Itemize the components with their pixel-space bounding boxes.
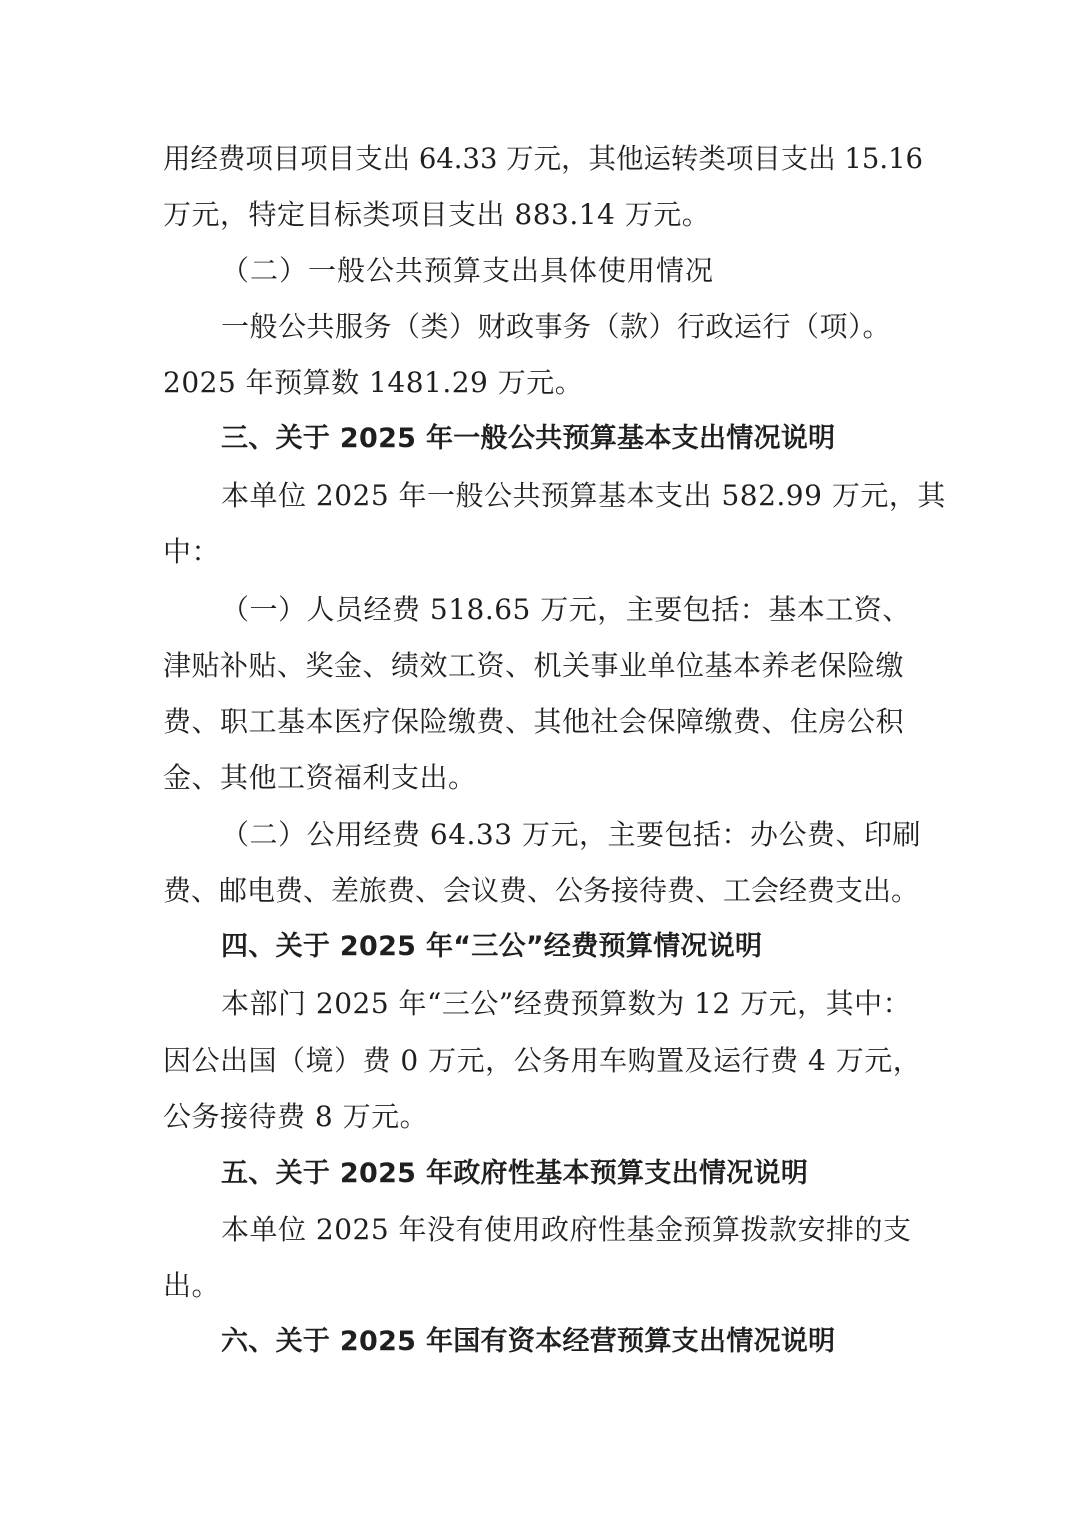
section-heading: 五、关于 2025 年政府性基本预算支出情况说明 <box>221 1158 809 1189</box>
section-heading: 六、关于 2025 年国有资本经营预算支出情况说明 <box>221 1326 836 1357</box>
body-line: （一）人员经费 518.65 万元，主要包括：基本工资、 <box>221 593 911 626</box>
body-line: 津贴补贴、奖金、绩效工资、机关事业单位基本养老保险缴 <box>163 649 905 682</box>
section-heading: 三、关于 2025 年一般公共预算基本支出情况说明 <box>221 423 836 454</box>
body-line: 费、职工基本医疗保险缴费、其他社会保障缴费、住房公积 <box>163 705 905 738</box>
body-line: 2025 年预算数 1481.29 万元。 <box>163 366 584 399</box>
body-line: 费、邮电费、差旅费、会议费、公务接待费、工会经费支出。 <box>163 874 920 907</box>
section-heading: 四、关于 2025 年“三公”经费预算情况说明 <box>221 931 763 962</box>
body-line: （二）公用经费 64.33 万元，主要包括：办公费、印刷 <box>221 818 921 851</box>
body-line: 一般公共服务（类）财政事务（款）行政运行（项）。 <box>221 310 892 343</box>
body-line: 公务接待费 8 万元。 <box>163 1100 429 1133</box>
body-line: 出。 <box>163 1269 221 1302</box>
body-line: 万元，特定目标类项目支出 883.14 万元。 <box>163 198 711 231</box>
body-line: 因公出国（境）费 0 万元，公务用车购置及运行费 4 万元， <box>163 1044 922 1077</box>
body-line: 用经费项目项目支出 64.33 万元，其他运转类项目支出 15.16 <box>163 142 924 175</box>
subsection-heading: （二）一般公共预算支出具体使用情况 <box>221 254 715 287</box>
body-line: 本单位 2025 年没有使用政府性基金预算拨款安排的支 <box>221 1213 912 1246</box>
body-line: 本单位 2025 年一般公共预算基本支出 582.99 万元，其 <box>221 479 946 512</box>
body-line: 金、其他工资福利支出。 <box>163 761 477 794</box>
body-line: 中： <box>163 535 221 568</box>
body-line: 本部门 2025 年“三公”经费预算数为 12 万元，其中： <box>221 987 912 1020</box>
